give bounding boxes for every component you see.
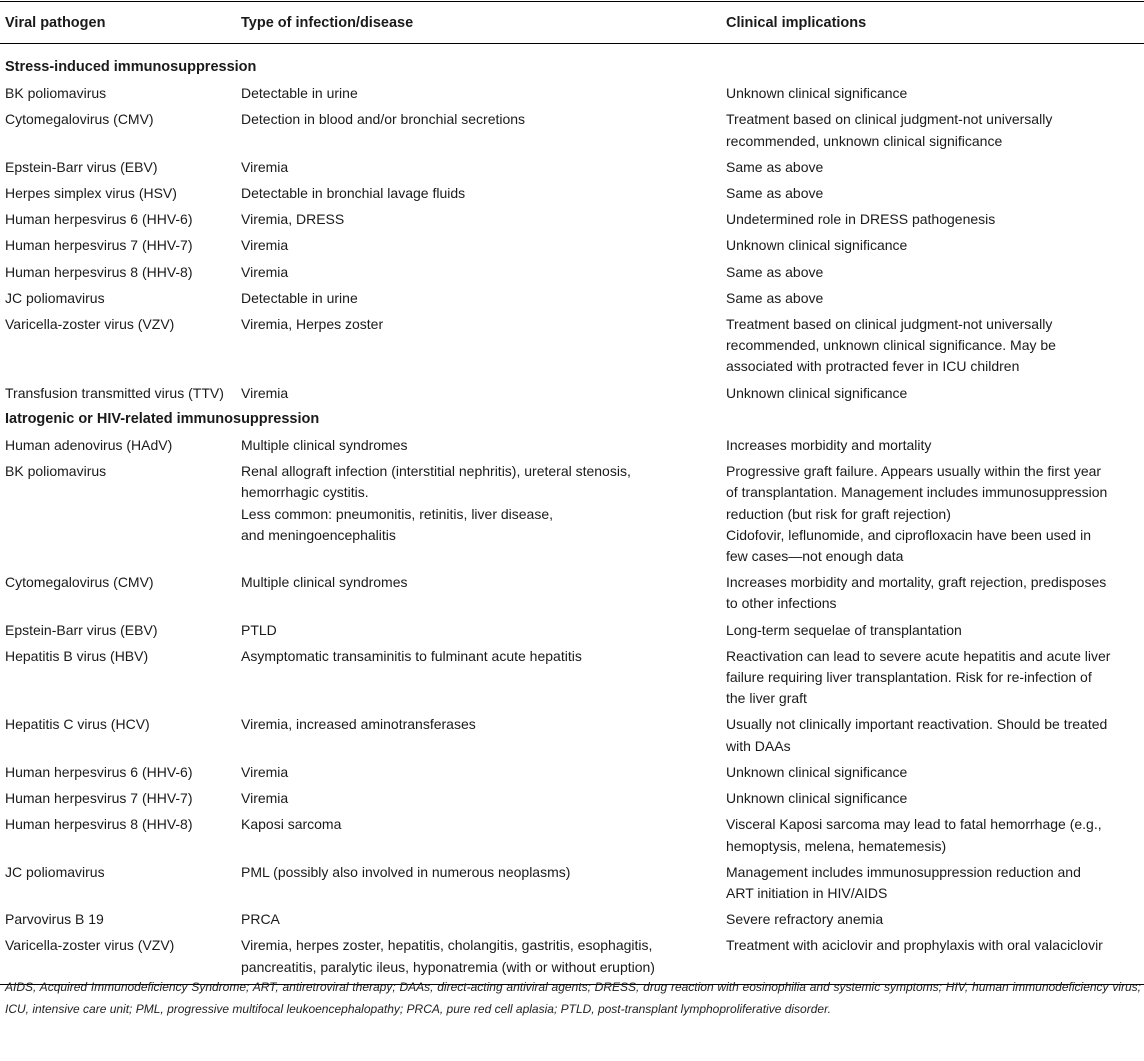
table-header-row <box>0 2 1144 44</box>
cell-clinical-implications: Increases morbidity and mortality, graft rejection, predisposes to other infections <box>726 574 1107 612</box>
cell-infection-type: Viremia <box>241 263 289 280</box>
cell-infection-type: Asymptomatic transaminitis to fulminant acute hepatitis <box>241 647 582 664</box>
cell-viral-pathogen: Parvovirus B 19 <box>5 911 104 928</box>
cell-infection-type: Viremia, Herpes zoster <box>241 316 384 333</box>
cell-viral-pathogen: Human herpesvirus 8 (HHV-8) <box>5 263 193 280</box>
cell-infection-type: Detectable in bronchial lavage fluids <box>241 185 466 202</box>
table-row <box>0 786 1144 812</box>
table-row <box>0 207 1144 233</box>
table-row <box>0 107 1144 154</box>
cell-infection-type: Viremia, DRESS <box>241 211 345 228</box>
cell-infection-type: PML (possibly also involved in numerous neoplasms) <box>241 863 571 880</box>
cell-viral-pathogen: Hepatitis C virus (HCV) <box>5 716 150 733</box>
cell-clinical-implications: Unknown clinical significance <box>726 763 908 780</box>
cell-viral-pathogen: Human herpesvirus 6 (HHV-6) <box>5 763 193 780</box>
cell-clinical-implications: Reactivation can lead to severe acute hepatitis and acute liver failure requiring liver transplantation. Risk for re-infection of the liver graft <box>726 647 1111 707</box>
cell-infection-type: Viremia, herpes zoster, hepatitis, cholangitis, gastritis, esophagitis, pancreatitis, paralytic ileus, hyponatremia (with or without eruption) <box>236 933 721 984</box>
cell-viral-pathogen: JC poliomavirus <box>5 289 105 306</box>
cell-infection-type: Viremia <box>241 158 289 175</box>
table-row <box>0 181 1144 207</box>
cell-viral-pathogen: Epstein-Barr virus (EBV) <box>5 158 158 175</box>
cell-viral-pathogen: Cytomegalovirus (CMV) <box>5 111 154 128</box>
section-title: Stress-induced immunosuppression <box>5 59 257 75</box>
cell-clinical-implications: Unknown clinical significance <box>726 790 908 807</box>
cell-clinical-implications: Treatment based on clinical judgment-not universally recommended, unknown clinical significance. May be associated with protracted fever in ICU children <box>726 316 1056 375</box>
cell-clinical-implications: Same as above <box>726 289 824 306</box>
cell-viral-pathogen: Herpes simplex virus (HSV) <box>5 185 177 202</box>
cell-clinical-implications: Visceral Kaposi sarcoma may lead to fatal hemorrhage (e.g., hemoptysis, melena, hematemesis) <box>726 816 1102 854</box>
section-title: Iatrogenic or HIV-related immunosuppression <box>5 410 320 427</box>
section-header-row <box>0 407 1144 433</box>
cell-viral-pathogen: Human herpesvirus 6 (HHV-6) <box>5 211 193 228</box>
cell-viral-pathogen: BK poliomavirus <box>5 85 107 102</box>
cell-clinical-implications: Usually not clinically important reactivation. Should be treated with DAAs <box>726 716 1108 754</box>
cell-clinical-implications: Same as above <box>726 263 824 280</box>
table-footnote: AIDS, Acquired Immunodeficiency Syndrome; ART, antiretroviral therapy; DAAs, direct-acting antiviral agents; DRESS, drug reaction with eosinophilia and systemic symptoms; HIV, human immunodeficiency virus; ICU, intensive care unit; PML, progressive multifocal leukoencephalopathy; PRCA, pure red cell aplasia; PTLD, post-transplant lymphoproliferative disorder. <box>5 980 1141 1016</box>
table-row <box>0 433 1144 459</box>
cell-viral-pathogen: Transfusion transmitted virus (TTV) <box>5 384 224 401</box>
table-row <box>0 312 1144 381</box>
cell-infection-type: Renal allograft infection (interstitial nephritis), ureteral stenosis, hemorrhagic cystitis. Less common: pneumonitis, retinitis, liver disease, and meningoencephalitis <box>241 463 631 543</box>
cell-infection-type: Multiple clinical syndromes <box>241 437 408 454</box>
cell-viral-pathogen: Human adenovirus (HAdV) <box>5 437 173 454</box>
cell-viral-pathogen: Epstein-Barr virus (EBV) <box>5 621 158 638</box>
table-row <box>0 712 1144 759</box>
table-row <box>0 570 1144 617</box>
cell-viral-pathogen: Varicella-zoster virus (VZV) <box>5 316 175 333</box>
cell-viral-pathogen: Varicella-zoster virus (VZV) <box>0 933 236 984</box>
viral-pathogen-table <box>0 1 1144 985</box>
cell-viral-pathogen: BK poliomavirus <box>5 463 107 480</box>
cell-infection-type: Viremia <box>241 763 289 780</box>
cell-clinical-implications: Management includes immunosuppression reduction and ART initiation in HIV/AIDS <box>726 863 1081 901</box>
table-row <box>0 233 1144 259</box>
cell-clinical-implications: Undetermined role in DRESS pathogenesis <box>726 211 996 228</box>
cell-infection-type: Kaposi sarcoma <box>241 816 342 833</box>
cell-clinical-implications: Severe refractory anemia <box>726 911 884 928</box>
cell-clinical-implications: Unknown clinical significance <box>726 384 908 401</box>
cell-infection-type: Viremia <box>241 384 289 401</box>
cell-clinical-implications: Same as above <box>726 185 824 202</box>
table-row <box>0 155 1144 181</box>
cell-infection-type: PRCA <box>241 911 280 928</box>
table-row <box>0 459 1144 570</box>
cell-clinical-implications: Treatment with aciclovir and prophylaxis with oral valaciclovir <box>721 933 1144 984</box>
table-row <box>0 618 1144 644</box>
cell-infection-type: Detectable in urine <box>241 289 358 306</box>
cell-clinical-implications: Same as above <box>726 158 824 175</box>
cell-viral-pathogen: JC poliomavirus <box>5 863 105 880</box>
table-row <box>0 81 1144 107</box>
table-row <box>0 760 1144 786</box>
cell-clinical-implications: Unknown clinical significance <box>726 237 908 254</box>
cell-viral-pathogen: Human herpesvirus 7 (HHV-7) <box>5 237 193 254</box>
cell-clinical-implications: Long-term sequelae of transplantation <box>726 621 962 638</box>
cell-infection-type: Multiple clinical syndromes <box>241 574 408 591</box>
cell-viral-pathogen: Human herpesvirus 7 (HHV-7) <box>5 790 193 807</box>
cell-infection-type: Detectable in urine <box>241 85 358 102</box>
table-row <box>0 286 1144 312</box>
cell-clinical-implications: Increases morbidity and mortality <box>726 437 932 454</box>
cell-infection-type: PTLD <box>241 621 277 638</box>
table-row <box>0 644 1144 713</box>
table-row <box>0 812 1144 859</box>
cell-viral-pathogen: Cytomegalovirus (CMV) <box>5 574 154 591</box>
cell-infection-type: Viremia, increased aminotransferases <box>241 716 476 733</box>
cell-clinical-implications: Unknown clinical significance <box>726 85 908 102</box>
section-header-row <box>0 44 1144 82</box>
header-type-of-infection: Type of infection/disease <box>236 2 721 44</box>
cell-infection-type: Viremia <box>241 790 289 807</box>
cell-clinical-implications: Progressive graft failure. Appears usually within the first year of transplantation. Management includes immunosuppression reduction (but risk for graft rejection) Cidofovir, leflunomide, and ciprofloxacin have been used in few cases—not enough data <box>726 463 1108 565</box>
table-row <box>0 381 1144 407</box>
table-row <box>0 907 1144 933</box>
cell-infection-type: Viremia <box>241 237 289 254</box>
table-body <box>0 44 1144 985</box>
header-clinical-implications: Clinical implications <box>721 2 1144 44</box>
cell-clinical-implications: Treatment based on clinical judgment-not universally recommended, unknown clinical significance <box>726 111 1053 149</box>
cell-infection-type: Detection in blood and/or bronchial secretions <box>241 111 526 128</box>
header-viral-pathogen: Viral pathogen <box>0 2 236 44</box>
cell-viral-pathogen: Human herpesvirus 8 (HHV-8) <box>5 816 193 833</box>
cell-viral-pathogen: Hepatitis B virus (HBV) <box>5 647 149 664</box>
table-row <box>0 860 1144 907</box>
table-row <box>0 260 1144 286</box>
